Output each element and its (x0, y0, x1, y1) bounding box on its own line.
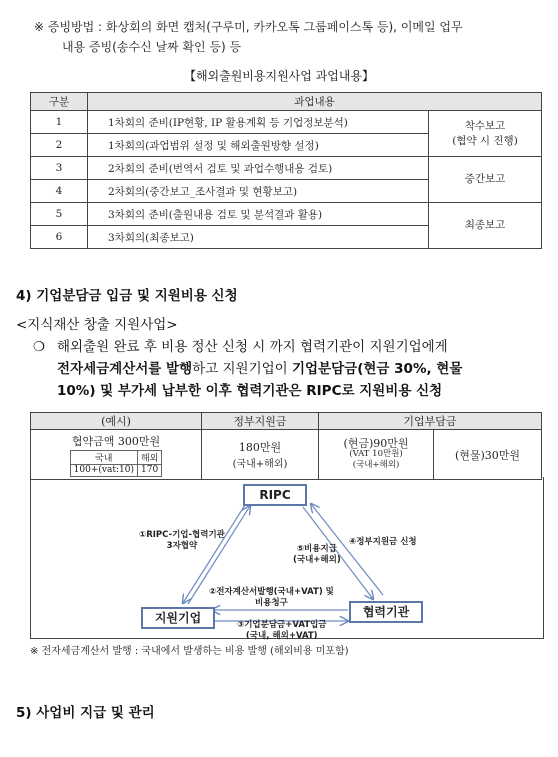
cost-header-gov: 정부지원금 (202, 413, 319, 430)
label-payment (293, 544, 341, 566)
footnote: ※ 전자세금계산서 발행 : 국내에서 발생하는 비용 발행 (해외비용 미포함) (30, 646, 349, 657)
label-deposit (237, 620, 327, 642)
report-start-label: 착수보고 (464, 119, 506, 132)
cash-cell (319, 430, 434, 480)
mini-value-overseas: 170 (137, 464, 161, 476)
section4-para-line1: 해외출원 완료 후 비용 정산 신청 시 까지 협력기관이 지원기업에게 (57, 339, 448, 355)
label-payment-line2: (국내+해외) (293, 555, 341, 565)
task-num: 4 (31, 180, 88, 203)
node-partner: 협력기관 (349, 601, 423, 623)
label-gov-request: ④정부지원금 신청 (349, 537, 417, 547)
task-num: 5 (31, 203, 88, 226)
para-text: 하고 지원기업이 (192, 361, 292, 377)
contract-amount: 협약금액 300만원 (71, 434, 161, 448)
task-num: 2 (31, 134, 88, 157)
cost-header-company: 기업부담금 (319, 413, 542, 430)
cost-table-row (31, 430, 542, 480)
contract-breakdown (70, 450, 163, 477)
table-row (31, 203, 542, 226)
label-invoice (209, 587, 334, 609)
inkind-cell: (현물)30만원 (434, 430, 542, 480)
gov-amount: 180만원 (238, 441, 282, 454)
section4-subheading: <지식재산 창출 지원사업> (16, 317, 178, 333)
task-table (30, 92, 542, 249)
table-row (31, 157, 542, 180)
report-start-note: (협약 시 진행) (452, 134, 518, 147)
section4-heading: 4) 기업분담금 입금 및 지원비용 신청 (16, 288, 238, 304)
label-invoice-line2: 비용청구 (255, 598, 288, 608)
report-start (429, 111, 542, 157)
label-deposit-line1: ③기업분담금+VAT입금 (237, 620, 327, 630)
gov-cell (202, 430, 319, 480)
report-final: 최종보고 (429, 203, 542, 249)
mini-header-overseas: 해외 (137, 450, 161, 464)
bullet-icon: ❍ (33, 339, 46, 355)
task-table-header-row (31, 93, 542, 111)
cost-header-example: (예시) (31, 413, 202, 430)
task-num: 3 (31, 157, 88, 180)
emphasis-invoice: 전자세금계산서를 발행 (57, 361, 193, 377)
label-invoice-line1: ②전자계산서발행(국내+VAT) 및 (209, 587, 334, 597)
mini-value-domestic: 100+(vat:10) (70, 464, 137, 476)
node-company: 지원기업 (141, 607, 215, 629)
cost-table-header-row (31, 413, 542, 430)
task-num: 1 (31, 111, 88, 134)
task-desc: 3차회의(최종보고) (88, 226, 429, 249)
gov-scope: (국내+해외) (232, 459, 288, 470)
task-desc: 3차회의 준비(출원내용 검토 및 분석결과 활용) (88, 203, 429, 226)
emphasis-share: 기업분담금(현금 30%, 현물 (292, 361, 463, 377)
contract-cell (31, 430, 202, 480)
report-interim: 중간보고 (429, 157, 542, 203)
task-table-header-num: 구분 (31, 93, 88, 111)
section5-heading: 5) 사업비 지급 및 관리 (16, 705, 155, 721)
section4-para-line2 (57, 358, 462, 380)
section4-para-line3: 10%) 및 부가세 납부한 이후 협력기관은 RIPC로 지원비용 신청 (57, 383, 443, 399)
task-table-header-task: 과업내용 (88, 93, 542, 111)
cash-vat: (VAT 10만원) (349, 449, 403, 459)
mini-header-domestic: 국내 (70, 450, 137, 464)
evidence-note-line1: ※ 증빙방법 : 화상회의 화면 캡처(구루미, 카카오톡 그룹페이스톡 등), 이메일 업무 (34, 20, 463, 34)
label-deposit-line2: (국내, 해외+VAT) (245, 631, 318, 641)
task-desc: 2차회의 준비(번역서 검토 및 과업수행내용 검토) (88, 157, 429, 180)
task-desc: 1차회의(과업범위 설정 및 해외출원방향 설정) (88, 134, 429, 157)
node-ripc: RIPC (243, 484, 307, 506)
table-row (31, 111, 542, 134)
task-desc: 1차회의 준비(IP현황, IP 활용계획 등 기업정보분석) (88, 111, 429, 134)
evidence-note-line2: 내용 증빙(송수신 날짜 확인 등) 등 (62, 40, 242, 54)
label-agreement-line2: 3자협약 (166, 541, 198, 551)
cash-scope: (국내+해외) (352, 460, 400, 470)
label-payment-line1: ⑤비용지급 (296, 544, 337, 554)
label-agreement (139, 530, 225, 552)
label-agreement-line1: ①RIPC-기업-협력기관 (139, 530, 225, 540)
task-desc: 2차회의(중간보고_조사결과 및 현황보고) (88, 180, 429, 203)
task-table-caption: 【해외출원비용지원사업 과업내용】 (183, 69, 375, 83)
flow-diagram (30, 477, 544, 639)
cash-amount: (현금)90만원 (343, 437, 409, 450)
task-num: 6 (31, 226, 88, 249)
cost-table (30, 412, 542, 480)
